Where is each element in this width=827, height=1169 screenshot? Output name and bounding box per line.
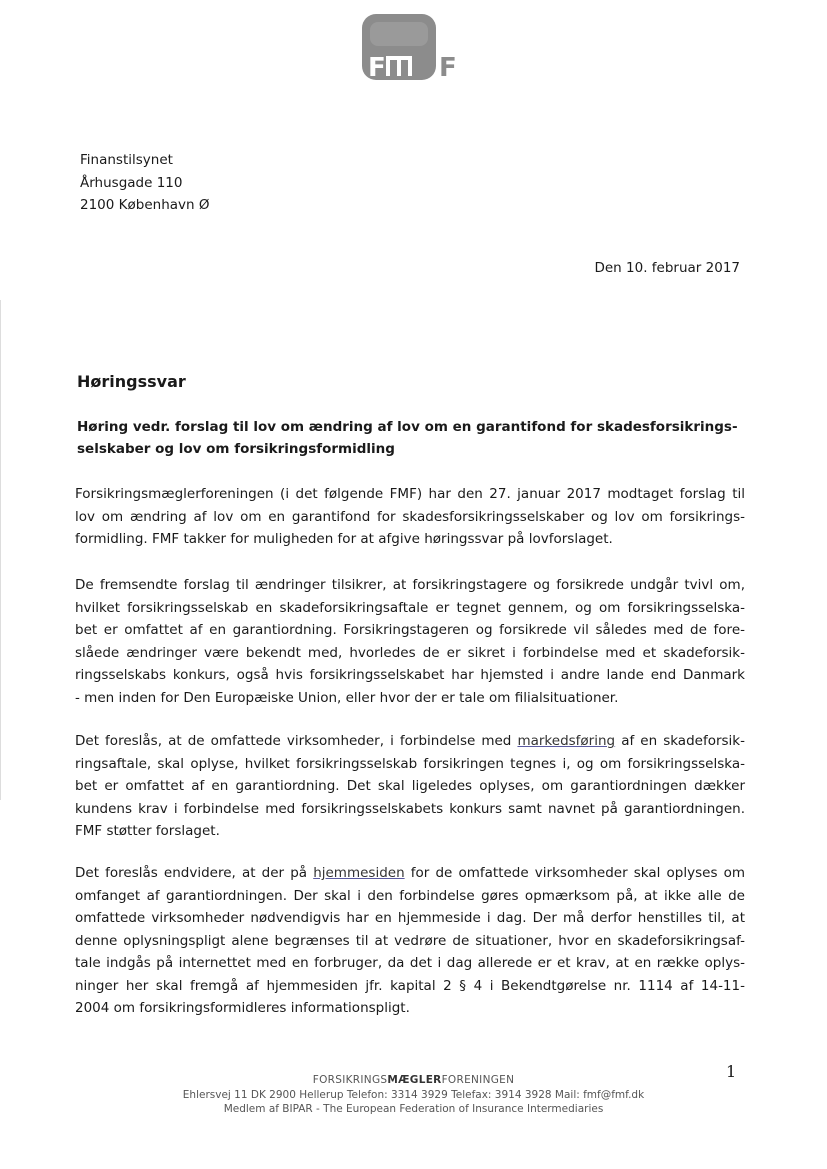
- paragraph-line: bet er omfattet af en garantiordning. Forsikringstageren og forsikrede vil således med de fore-: [75, 622, 745, 638]
- paragraph-3: [75, 730, 745, 843]
- footer-organization: [0, 1073, 827, 1088]
- line-text: for de omfattede virksomheder skal oplyses om: [410, 865, 746, 881]
- recipient-address: [80, 149, 209, 217]
- paragraph-line: tale indgås på internettet med en forbruger, da det i dag allerede er et krav, at en række oplys-: [75, 955, 745, 971]
- footer-org-part-bold: MÆGLER: [387, 1074, 442, 1086]
- paragraph-line: ringsselskabs konkurs, også hvis forsikringsselskabet har hjemsted i andre lande end Danmark: [75, 667, 745, 683]
- paragraph-1: [75, 483, 745, 551]
- paragraph-line: De fremsendte forslag til ændringer tilsikrer, at forsikringstagere og forsikrede undgår tvivl om,: [75, 577, 745, 593]
- recipient-street: Århusgade 110: [80, 174, 183, 191]
- recipient-city: 2100 København Ø: [80, 197, 210, 213]
- line-text: Det foreslås, at de omfattede virksomheder, i forbindelse med: [75, 733, 512, 749]
- paragraph-line: omfattede virksomheder nødvendigvis har en hjemmeside i dag. Der må derfor henstilles til, at: [75, 910, 745, 926]
- page-number: 1: [726, 1062, 737, 1081]
- line-text: Det foreslås endvidere, at der på: [75, 865, 308, 881]
- scan-edge: [0, 300, 1, 800]
- paragraph-line: omfanget af garantiordningen. Der skal i den forbindelse gøres opmærksom på, at ikke alle de: [75, 887, 745, 904]
- paragraph-line: formidling. FMF takker for muligheden for at afgive høringssvar på lovforslaget.: [75, 531, 613, 547]
- hjemmesiden-link[interactable]: hjemmesiden: [313, 865, 405, 881]
- paragraph-line: bet er omfattet af en garantiordning. Det skal ligeledes oplyses, om garantiordningen dækker: [75, 778, 745, 794]
- footer-org-part: FORENINGEN: [441, 1074, 515, 1086]
- paragraph-line: denne oplysningspligt alene begrænses til at vedrøre de situationer, hvor en skadeforsikringsaf-: [75, 932, 745, 949]
- markedsforing-link[interactable]: markedsføring: [517, 733, 616, 749]
- footer-org-part: FORSIKRINGS: [312, 1074, 388, 1086]
- letter-footer: [0, 1073, 827, 1117]
- svg-text:F: F: [439, 53, 457, 82]
- paragraph-line: hvilket forsikringsselskab en skadeforsikringsaftale er tegnet gennem, og om forsikringsselska-: [75, 599, 745, 616]
- paragraph-line: 2004 om forsikringsformidleres informationspligt.: [75, 1000, 410, 1016]
- paragraph-2: [75, 574, 745, 709]
- fmf-logo: [360, 12, 460, 82]
- paragraph-4: [75, 862, 745, 1020]
- subject-line: Høring vedr. forslag til lov om ændring af lov om en garantifond for skadesforsikrings-selskaber og lov om forsikringsformidling: [77, 419, 738, 457]
- footer-membership: Medlem af BIPAR - The European Federation of Insurance Intermediaries: [223, 1103, 604, 1115]
- paragraph-line: ringsaftale, skal oplyse, hvilket forsikringsselskab forsikringen tegnes i, og om forsikringsselska-: [75, 755, 745, 772]
- paragraph-line: lov om ændring af lov om en garantifond for skadesforsikringsselskaber og lov om forsikrings-: [75, 508, 745, 525]
- recipient-name: Finanstilsynet: [80, 152, 173, 168]
- line-text: af en skadeforsik-: [621, 733, 745, 749]
- paragraph-line: kundens krav i forbindelse med forsikringsselskabets konkurs samt navnet på garantiordningen.: [75, 800, 745, 817]
- svg-text:F: F: [368, 53, 386, 82]
- paragraph-line: ninger her skal fremgå af hjemmesiden jfr. kapital 2 § 4 i Bekendtgørelse nr. 1114 af 14-11-: [75, 977, 745, 994]
- paragraph-line: [75, 862, 745, 885]
- letter-date: Den 10. februar 2017: [594, 260, 740, 276]
- paragraph-line: Forsikringsmæglerforeningen (i det følgende FMF) har den 27. januar 2017 modtaget forslag til: [75, 486, 745, 502]
- footer-contact: Ehlersvej 11 DK 2900 Hellerup Telefon: 3314 3929 Telefax: 3914 3928 Mail: fmf@fmf.dk: [182, 1088, 645, 1101]
- document-heading: Høringssvar: [77, 372, 186, 391]
- paragraph-line: - men inden for Den Europæiske Union, eller hvor der er tale om filialsituationer.: [75, 689, 619, 706]
- paragraph-line: FMF støtter forslaget.: [75, 823, 220, 839]
- paragraph-line: [75, 730, 745, 753]
- paragraph-line: slåede ændringer være bekendt med, hvorledes de er sikret i forbindelse med et skadeforsik-: [75, 644, 745, 661]
